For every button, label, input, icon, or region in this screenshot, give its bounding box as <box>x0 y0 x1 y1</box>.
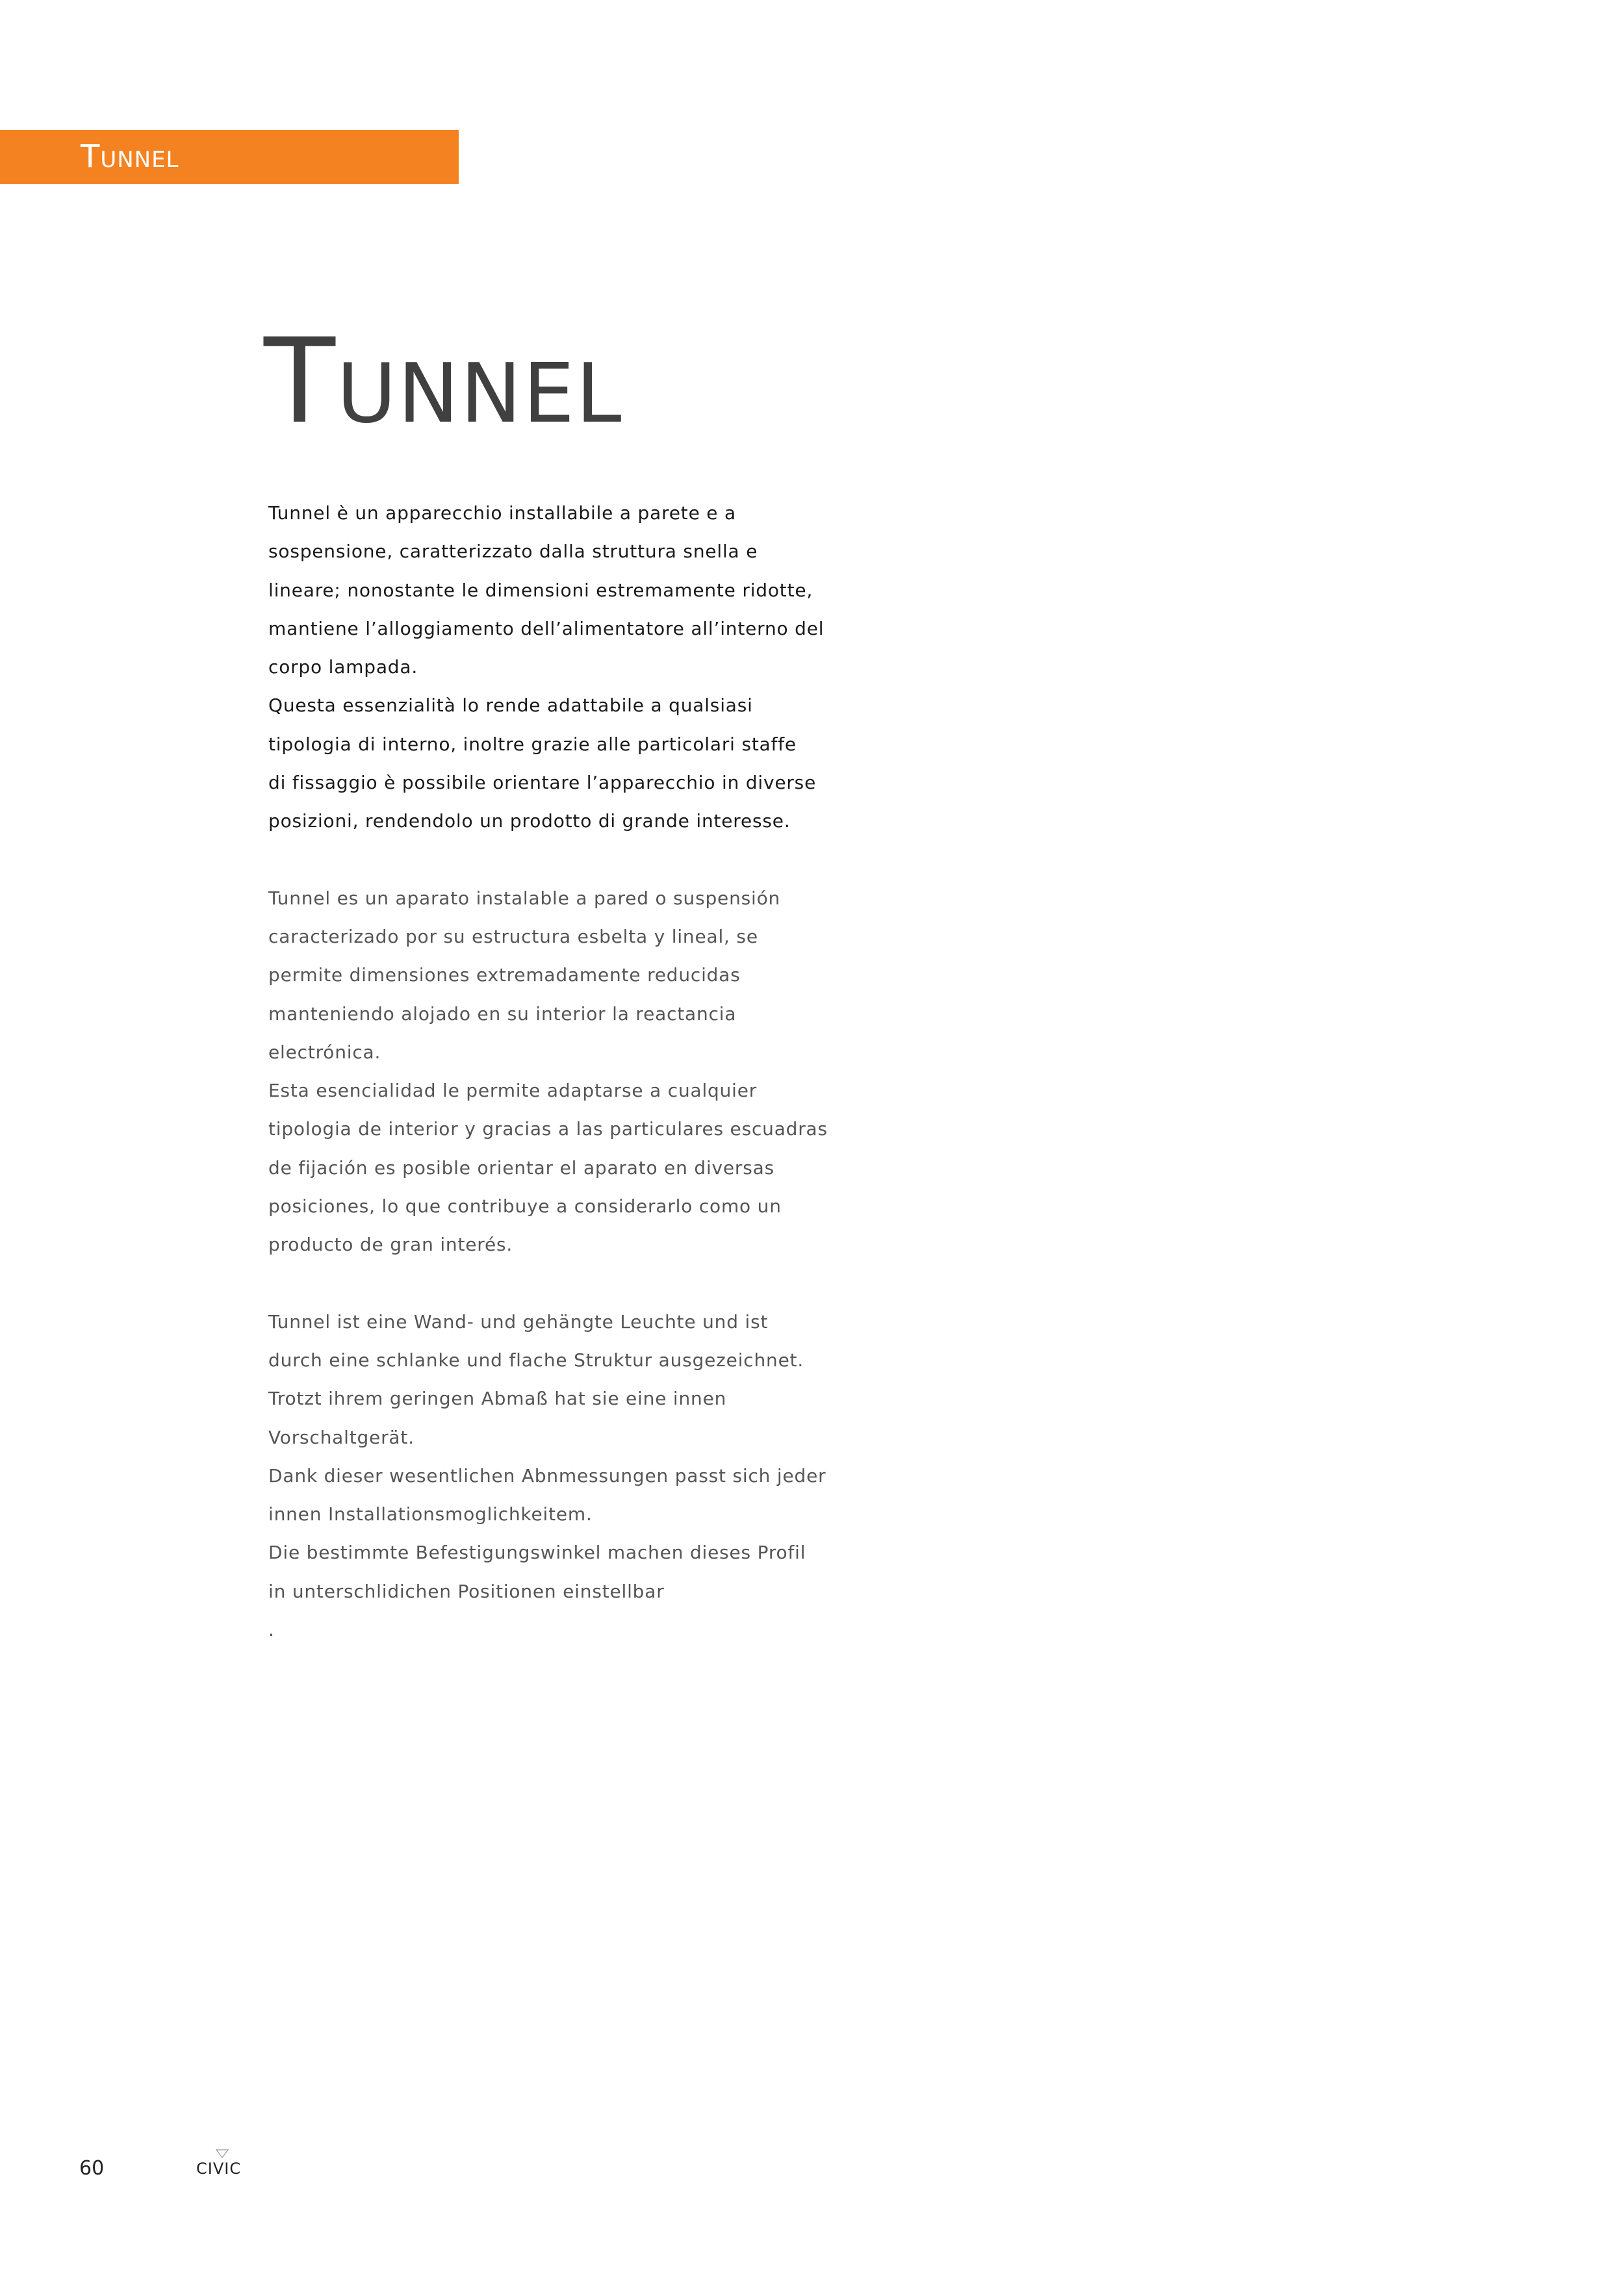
description-column <box>268 494 847 1649</box>
description-italian: Tunnel è un apparecchio installabile a parete e a sospensione, caratterizzato dalla struttura snella e lineare; nonostante le dimensioni estremamente ridotte, mantiene l’alloggiamento dell’alimentatore all’interno del corpo lampada. Questa essenzialità lo rende adattabile a qualsiasi tipologia di interno, inoltre grazie alle particolari staffe di fissaggio è possibile orientare l’apparecchio in diverse posizioni, rendendolo un prodotto di grande interesse. <box>268 502 824 832</box>
description-spanish: Tunnel es un aparato instalable a pared o suspensión caracterizado por su estructura esbelta y lineal, se permite dimensiones extremadamente reducidas manteniendo alojado en su interior la reactancia electrónica. Esta esencialidad le permite adaptarse a cualquier tipologia de interior y gracias a las particulares escuadras de fijación es posible orientar el aparato en diversas posiciones, lo que contribuye a considerarlo como un producto de gran interés. <box>268 887 828 1256</box>
section-tab-label: Tunnel <box>81 138 179 175</box>
section-tab <box>0 130 459 184</box>
brand-logo <box>196 2149 249 2178</box>
brand-name: civic <box>196 2154 242 2180</box>
page-number: 60 <box>79 2157 105 2180</box>
description-german: Tunnel ist eine Wand- und gehängte Leuchte und ist durch eine schlanke und flache Struktur ausgezeichnet. Trotzt ihrem geringen Abmaß hat sie eine innen Vorschaltgerät. Dank dieser wesentlichen Abnmessungen passt sich jeder innen Installationsmoglichkeitem. Die bestimmte Befestigungswinkel machen dieses Profil in unterschlidichen Positionen einstellbar . <box>268 1310 826 1641</box>
page-title: Tunnel <box>264 314 623 450</box>
